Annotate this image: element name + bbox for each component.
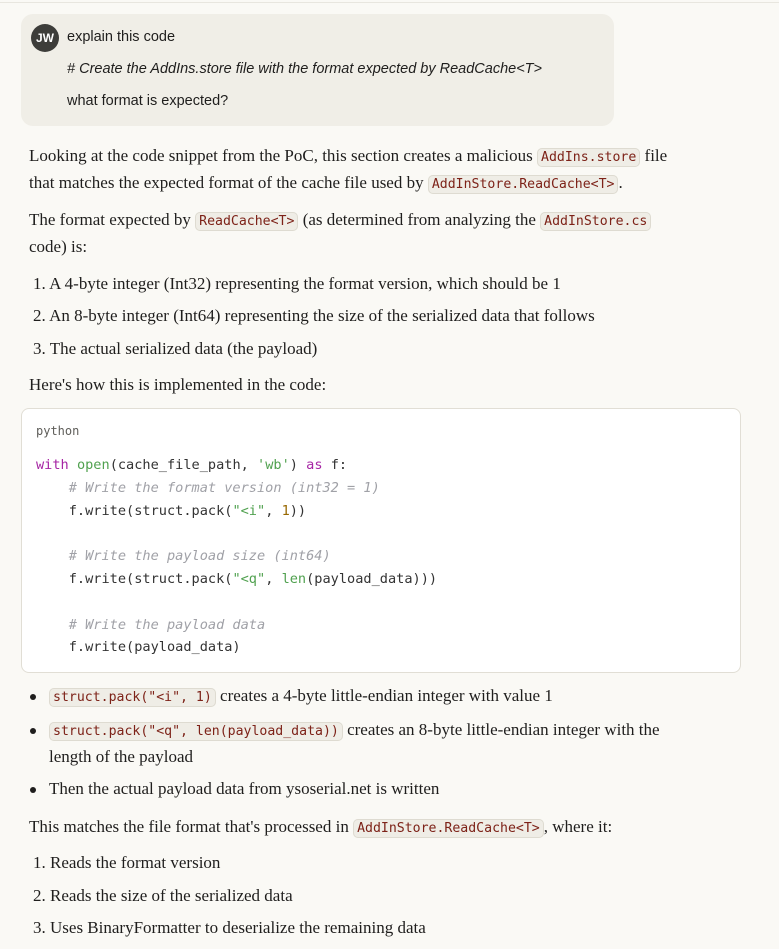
text: code) is: xyxy=(29,237,88,256)
code-block[interactable] xyxy=(21,408,741,673)
user-message xyxy=(21,14,614,126)
user-message-line: # Create the AddIns.store file with the format expected by ReadCache<T> xyxy=(67,61,543,77)
inline-code: AddInStore.ReadCache<T> xyxy=(428,175,619,194)
inline-code: AddInStore.ReadCache<T> xyxy=(353,819,544,838)
user-message-line: what format is expected? xyxy=(67,93,229,109)
text: This matches the file format that's processed in xyxy=(29,817,354,836)
code-language-label: python xyxy=(36,424,80,438)
response-paragraph: Here's how this is implemented in the code: xyxy=(29,375,327,394)
list-item: 1. A 4-byte integer (Int32) representing the format version, which should be 1 xyxy=(33,274,561,293)
inline-code: AddIns.store xyxy=(537,148,640,167)
inline-code: AddInStore.cs xyxy=(540,212,651,231)
response-paragraph xyxy=(29,142,667,171)
bullet-item: Then the actual payload data from ysoserial.net is written xyxy=(49,779,440,798)
bullet-item: struct.pack("<i", 1) creates a 4-byte little-endian integer with value 1 xyxy=(49,682,553,711)
list-item: 3. Uses BinaryFormatter to deserialize the remaining data xyxy=(33,918,426,937)
text: Looking at the code snippet from the PoC, this section creates a malicious xyxy=(29,146,537,165)
inline-code: struct.pack("<i", 1) xyxy=(49,688,216,707)
inline-code: ReadCache<T> xyxy=(195,212,298,231)
user-message-line: explain this code xyxy=(67,29,176,45)
list-item: 2. Reads the size of the serialized data xyxy=(33,886,293,905)
code-content[interactable]: with open(cache_file_path, 'wb') as f: # Write the format version (int32 = 1) f.write(struct.pack("<i", 1)) # Write the payload size (int64) f.write(struct.pack("<q", len(payload_data))) # Write the payload data f.write(payload_data) xyxy=(36,457,438,656)
list-item: 2. An 8-byte integer (Int64) representing the size of the serialized data that follows xyxy=(33,306,595,325)
bullet-dot xyxy=(30,694,36,700)
text: The format expected by xyxy=(29,210,196,229)
bullet-dot xyxy=(30,728,36,734)
response-paragraph xyxy=(29,206,651,235)
list-item: 3. The actual serialized data (the payload) xyxy=(33,339,318,358)
bullet-item-continuation: length of the payload xyxy=(49,747,193,766)
response-paragraph xyxy=(29,233,87,260)
text: that matches the expected format of the cache file used by xyxy=(29,173,428,192)
bullet-item: struct.pack("<q", len(payload_data)) creates an 8-byte little-endian integer with the xyxy=(49,716,660,745)
text: file xyxy=(640,146,668,165)
inline-code: struct.pack("<q", len(payload_data)) xyxy=(49,722,343,741)
text: , where it: xyxy=(543,817,613,836)
response-paragraph xyxy=(29,813,612,842)
text: . xyxy=(618,173,623,192)
bullet-dot xyxy=(30,787,36,793)
response-paragraph xyxy=(29,169,623,198)
list-item: 1. Reads the format version xyxy=(33,853,221,872)
top-divider xyxy=(0,2,779,3)
user-avatar[interactable]: JW xyxy=(31,24,59,52)
text: (as determined from analyzing the xyxy=(298,210,541,229)
